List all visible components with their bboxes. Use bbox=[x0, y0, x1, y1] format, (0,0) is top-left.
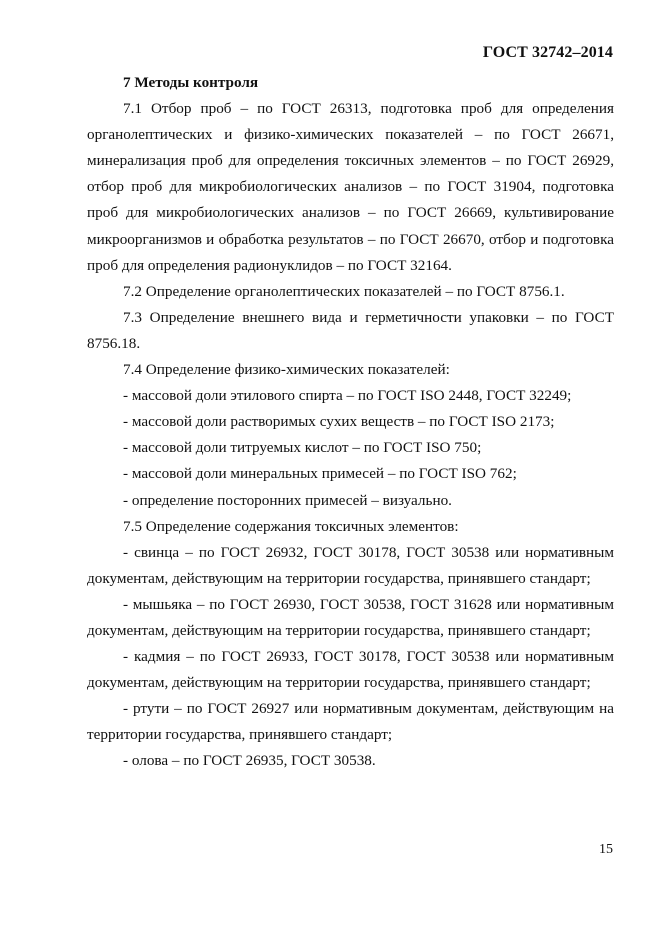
page-number: 15 bbox=[599, 842, 613, 857]
list-item-mercury: - ртути – по ГОСТ 26927 или нормативным документам, действующим на территории государства, принявшего стандарт; bbox=[87, 700, 614, 744]
paragraph-7-5: 7.5 Определение содержания токсичных элементов: bbox=[123, 517, 459, 535]
list-item-mineral-impurities: - массовой доли минеральных примесей – по ГОСТ ISO 762; bbox=[123, 465, 517, 483]
section-title: 7 Методы контроля bbox=[123, 74, 259, 91]
document-code: ГОСТ 32742–2014 bbox=[482, 44, 613, 61]
paragraph-7-1: 7.1 Отбор проб – по ГОСТ 26313, подготовка проб для определения органолептических и физико-химических показателей – по ГОСТ 26671, минерализация проб для определения токсичных элементов – по ГОСТ 26929, отбор проб для микробиологических анализов – по ГОСТ 31904, подготовка проб для микробиологических анализов – по ГОСТ 26669, культивирование микроорганизмов и обработка результатов – по ГОСТ 26670, отбор и подготовка проб для определения радионуклидов – по ГОСТ 32164. bbox=[87, 100, 614, 274]
list-item-ethanol: - массовой доли этилового спирта – по ГОСТ ISO 2448, ГОСТ 32249; bbox=[123, 387, 572, 405]
list-item-lead: - свинца – по ГОСТ 26932, ГОСТ 30178, ГОСТ 30538 или нормативным документам, действующим на территории государства, принявшего стандарт; bbox=[87, 543, 614, 587]
document-body bbox=[87, 70, 614, 775]
paragraph-7-3: 7.3 Определение внешнего вида и герметичности упаковки – по ГОСТ 8756.18. bbox=[87, 308, 614, 352]
list-item-titratable-acids: - массовой доли титруемых кислот – по ГОСТ ISO 750; bbox=[123, 439, 482, 457]
list-item-tin: - олова – по ГОСТ 26935, ГОСТ 30538. bbox=[123, 752, 376, 770]
paragraph-7-4: 7.4 Определение физико-химических показателей: bbox=[123, 361, 450, 379]
list-item-soluble-solids: - массовой доли растворимых сухих веществ – по ГОСТ ISO 2173; bbox=[123, 413, 555, 431]
list-item-cadmium: - кадмия – по ГОСТ 26933, ГОСТ 30178, ГОСТ 30538 или нормативным документам, действующим на территории государства, принявшего стандарт; bbox=[87, 648, 614, 692]
list-item-foreign-impurities: - определение посторонних примесей – визуально. bbox=[123, 491, 452, 509]
list-item-arsenic: - мышьяка – по ГОСТ 26930, ГОСТ 30538, ГОСТ 31628 или нормативным документам, действующим на территории государства, принявшего стандарт; bbox=[87, 595, 614, 639]
paragraph-7-2: 7.2 Определение органолептических показателей – по ГОСТ 8756.1. bbox=[123, 282, 565, 300]
